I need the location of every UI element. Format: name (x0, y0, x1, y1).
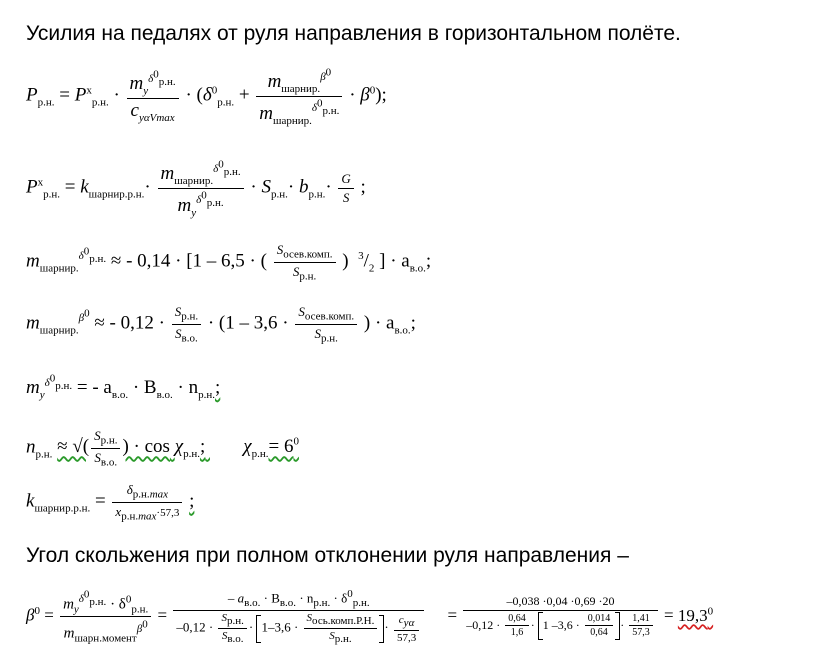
sub-rn: р.н. (37, 96, 55, 109)
sub-rn: р.н. (100, 434, 118, 447)
coef: –0,12 · (466, 617, 501, 632)
sup-0: 0 (83, 588, 90, 601)
val-141: 1,41 (629, 613, 653, 626)
sub-rn: р.н. (183, 448, 200, 461)
sub-rn: р.н. (89, 596, 107, 609)
semicolon: ; (425, 250, 432, 272)
fraction-0014-064 (585, 613, 614, 638)
section-heading-slip-angle: Угол скольжения при полном отклонении руля направления – (26, 544, 629, 567)
var-m: m (267, 70, 282, 92)
sub-rn: р.н. (322, 105, 340, 118)
sub-sharnir: шарнир. (39, 324, 79, 337)
sub-rn: р.н. (158, 76, 176, 89)
var-x: x (115, 503, 122, 519)
var-n: n (26, 436, 36, 458)
sub-sharnir-rn: шарнир.р.н. (88, 188, 145, 201)
fraction-beta-expanded: – $a_{в.о.} \cdot B_{в.о.} \cdot n_{р.н.} \cdot \delta^0_{р.н.}$ –0,12 · $\frac{S_{р.н.}}{S_{в.о.}}$ · 1–3,6 · $\frac{S_{ось.комп.Р.Н.}}{S_{р.н.}}$ · $\frac{c_{y\alpha}}{57,3}$ (173, 588, 424, 645)
sub-vo: в.о. (100, 456, 118, 469)
sup-delta: δ (78, 593, 84, 606)
sub-rn: р.н. (43, 188, 60, 201)
semicolon: ; (189, 490, 195, 512)
formula-m-sharnir-delta: $m_{шарнир.}^{\delta^0_{р.н.}}$ ≈ - 0,14 · [1 – 6,5 · ( $\frac{S_{осев.комп.}}{S_{р.н.}}$ ) $^3/_2$ ] · $a_{в.о.}$; (26, 242, 432, 283)
var-S: S (221, 611, 227, 624)
sub-sharnir: шарнир. (174, 174, 214, 187)
var-delta: · δ (333, 590, 348, 606)
section-heading-pedal-forces: Усилия на педалях от руля направления в горизонтальном полёте. (26, 22, 681, 45)
result-value (678, 606, 713, 625)
sup-beta: β (320, 70, 326, 83)
formula-px (26, 158, 366, 219)
rhs-text: = - a (76, 376, 112, 398)
var-S: S (261, 176, 271, 198)
sup-0: 0 (142, 618, 148, 631)
formula-beta (26, 588, 713, 645)
sup-0: 0 (34, 604, 40, 617)
sub-vo: в.о. (279, 596, 297, 609)
sub-rn: р.н. (131, 603, 149, 616)
sub-vo: в.о. (409, 262, 426, 275)
sub-rn: р.н. (299, 270, 317, 283)
equals: = (59, 84, 70, 106)
fraction-beta-symbolic (60, 589, 151, 645)
sup-delta: δ (196, 194, 202, 207)
equals: = (157, 605, 168, 625)
dot: · (349, 84, 356, 106)
var-S: S (298, 304, 305, 319)
sup-beta: β (78, 312, 85, 325)
var-n: · n (177, 376, 199, 398)
sub-rn: р.н. (321, 332, 338, 345)
fraction-141-573 (629, 613, 653, 638)
var-S: S (276, 242, 284, 257)
sub-rn: р.н. (121, 510, 139, 523)
power-num: 3 (358, 250, 364, 263)
sub-vo: в.о. (156, 388, 173, 401)
sub-vo: в.о. (181, 332, 198, 345)
var-S: S (342, 189, 350, 205)
var-k: k (80, 176, 89, 198)
val-573: 57,3 (632, 627, 650, 639)
var-beta: β (26, 605, 35, 625)
tail-text: ] · a (379, 250, 410, 272)
fraction-m-beta-over-m-delta (256, 66, 342, 127)
var-m: m (26, 312, 40, 334)
val-0014: 0,014 (585, 613, 614, 626)
equals: = (64, 176, 76, 198)
fraction-s-rn-over-s-vo (91, 428, 120, 468)
sub-max: max (149, 488, 169, 501)
sub-y: y (403, 616, 409, 629)
sub-y: y (143, 85, 149, 98)
semicolon: ; (215, 376, 221, 398)
sub-sharnir-rn: шарнир.р.н. (34, 502, 91, 515)
sub-sharnir: шарнир. (39, 262, 79, 275)
formula-n-rn (26, 428, 299, 468)
sub-vo: в.о. (394, 324, 411, 337)
equals: = (44, 605, 54, 625)
sup-0: 0 (83, 245, 90, 258)
sub-y: y (138, 112, 144, 125)
sub-rn: р.н. (91, 96, 109, 109)
sup-0: 0 (84, 307, 90, 320)
bracket-text: 1–3,6 · (261, 619, 299, 635)
sub-vo: в.о. (227, 633, 244, 646)
coefficient-text: - 0,12 · (109, 312, 165, 334)
sub-vo: в.о. (111, 388, 129, 401)
sub-rn: р.н. (308, 188, 326, 201)
sub-os-komp: ось.комп.Р.Н. (312, 615, 375, 628)
dot: · (287, 176, 295, 198)
val-16: 1,6 (510, 627, 524, 639)
var-S: S (174, 304, 182, 319)
var-P-x: P (74, 84, 87, 106)
sqrt-expression (57, 428, 210, 469)
sup-delta: δ (78, 250, 84, 263)
var-m: m (26, 376, 40, 398)
var-a: – a (227, 590, 245, 606)
fraction-m-over-c (127, 68, 179, 124)
paren-close: ); (375, 84, 387, 106)
sub-vmax: Vmax (149, 112, 175, 125)
sup-0: 0 (325, 66, 332, 78)
sub-rn: р.н. (55, 379, 73, 392)
fraction-m-sharnir-over-m-y (158, 158, 244, 219)
sub-sharnir: шарнир. (273, 114, 312, 127)
sub-sharn-moment: шарн.момент (74, 632, 137, 645)
var-S: S (306, 611, 313, 624)
den-tail: ·57,3 (156, 506, 180, 519)
sub-rn: р.н. (251, 448, 269, 461)
equals: = (447, 605, 458, 625)
sup-0: 0 (211, 84, 218, 97)
sub-sharnir: шарнир. (281, 82, 321, 95)
var-m: m (259, 102, 274, 124)
sub-rn: р.н. (352, 596, 370, 609)
semicolon: ; (360, 176, 366, 198)
sup-delta: δ (44, 376, 50, 389)
formula-k-sharnir (26, 482, 194, 522)
coefficient-text: - 0,14 · [1 – 6,5 · ( (126, 250, 267, 272)
sup-delta: δ (148, 73, 154, 86)
var-n: · n (299, 590, 314, 606)
var-delta: δ (202, 84, 212, 106)
sup-0: 0 (153, 68, 159, 81)
fraction-064-16 (505, 613, 529, 638)
fraction-cy-over-573 (394, 614, 419, 644)
var-S: S (94, 449, 101, 465)
dot: · (113, 84, 120, 106)
sub-rn: р.н. (313, 596, 331, 609)
var-chi: χ (243, 436, 252, 458)
sub-y: y (191, 206, 197, 219)
sup-x: x (37, 176, 44, 189)
degree: 0 (707, 604, 714, 617)
sup-0: 0 (347, 588, 353, 600)
approx: ≈ (110, 250, 122, 272)
val-064: 0,64 (590, 627, 608, 639)
sub-rn: р.н. (270, 188, 288, 201)
semicolon: ; (199, 436, 206, 458)
var-delta: δ (126, 482, 133, 497)
dot: · (144, 176, 151, 198)
fraction-G-over-S (338, 171, 353, 206)
fraction-s-os-over-s-rn (304, 612, 378, 645)
sup-0: 0 (49, 372, 56, 384)
var-m: m (26, 250, 40, 272)
var-beta: β (360, 84, 370, 106)
var-S: S (292, 263, 300, 279)
var-m: m (160, 162, 175, 184)
var-chi: χ (174, 436, 184, 458)
fraction-s-osev-over-s-rn (274, 242, 336, 282)
sub-rn: р.н. (132, 488, 150, 501)
paren-open: ( (196, 84, 203, 106)
formula-pedal-force (26, 66, 387, 127)
sup-0: 0 (218, 158, 224, 170)
semicolon: ; (410, 312, 416, 334)
formula-m-y-delta (26, 372, 220, 401)
fraction-s-rn-over-s-vo (218, 612, 246, 645)
sup-delta: δ (311, 102, 318, 115)
tail-text: ) · a (363, 312, 395, 334)
var-m: m (177, 194, 192, 216)
var-G: G (338, 171, 353, 189)
var-m: m (63, 596, 74, 613)
degree: 0 (293, 436, 299, 449)
formula-m-sharnir-beta (26, 304, 416, 344)
numerator-values: –0,038 ·0,04 ·0,69 ·20 (463, 594, 658, 611)
sub-rn: р.н. (35, 448, 53, 461)
val-064: 0,64 (505, 613, 529, 626)
sub-alpha: α (408, 616, 415, 629)
sub-rn: р.н. (334, 633, 352, 646)
sub-max: max (138, 510, 157, 523)
sup-0: 0 (317, 97, 323, 110)
fraction-delta-over-x (112, 482, 182, 522)
var-B: · B (132, 376, 157, 398)
var-P: P (26, 176, 38, 198)
sub-rn: р.н. (223, 165, 241, 178)
var-c: c (130, 100, 139, 122)
fraction-s-rn-over-s-vo (172, 304, 201, 344)
sub-rn: р.н. (206, 197, 224, 210)
sub-rn: р.н. (217, 96, 235, 109)
coef: –0,12 · (176, 619, 214, 635)
sub-osev-komp: осев.комп. (304, 310, 355, 323)
equals: = (94, 490, 106, 512)
sub-vo: в.о. (244, 596, 261, 609)
var-P: P (26, 84, 38, 106)
var-S: S (221, 630, 228, 643)
sub-osev-komp: осев.комп. (283, 248, 333, 261)
sub-rn: р.н. (89, 253, 107, 266)
sup-delta: δ (213, 162, 219, 175)
sub-rn: р.н. (181, 310, 199, 323)
sub-y: y (39, 388, 45, 401)
var-k: k (26, 490, 35, 512)
chi-equation (243, 436, 299, 461)
var-S: S (329, 630, 335, 643)
var-B: · B (263, 590, 280, 606)
dot: · (325, 176, 332, 198)
sup-0: 0 (125, 593, 132, 606)
dot-delta: · δ (110, 596, 126, 613)
var-c: c (398, 613, 404, 626)
bracket-text: 1 –3,6 · (542, 617, 580, 632)
fraction-s-osev-over-s-rn (295, 304, 357, 344)
equals-six: = 6 (268, 436, 294, 458)
sup-0: 0 (201, 189, 207, 202)
sub-y: y (73, 603, 79, 616)
var-S: S (175, 325, 182, 341)
sub-rn: р.н. (198, 388, 215, 401)
dot: · (185, 84, 192, 106)
plus: + (238, 84, 250, 106)
sup-beta: β (136, 622, 143, 635)
cos-text: ) · cos (122, 436, 170, 458)
sup-x: x (86, 84, 92, 97)
sub-alpha: α (143, 112, 150, 125)
var-S: S (314, 325, 322, 341)
approx: ≈ (94, 312, 105, 334)
sup-0: 0 (369, 84, 376, 97)
val-573: 57,3 (396, 631, 417, 644)
var-m: m (63, 625, 75, 642)
var-S: S (94, 428, 101, 443)
power-den: 2 (368, 262, 375, 275)
mid-text: · (1 – 3,6 · (207, 312, 289, 334)
var-m: m (129, 73, 144, 95)
var-b: b (298, 176, 309, 198)
sub-rn: р.н. (226, 615, 244, 628)
fraction-beta-numeric: –0,038 ·0,04 ·0,69 ·20 –0,12 · $\frac{0,64}{1,6}$ · 1 –3,6 · $\frac{0,014}{0,64}$ · $\frac{1,41}{57,3}$ (463, 594, 658, 640)
dot: · (250, 176, 257, 198)
equals: = (664, 605, 674, 625)
approx-sqrt: ≈ √( (57, 436, 90, 458)
result-number: 19,3 (677, 605, 708, 625)
